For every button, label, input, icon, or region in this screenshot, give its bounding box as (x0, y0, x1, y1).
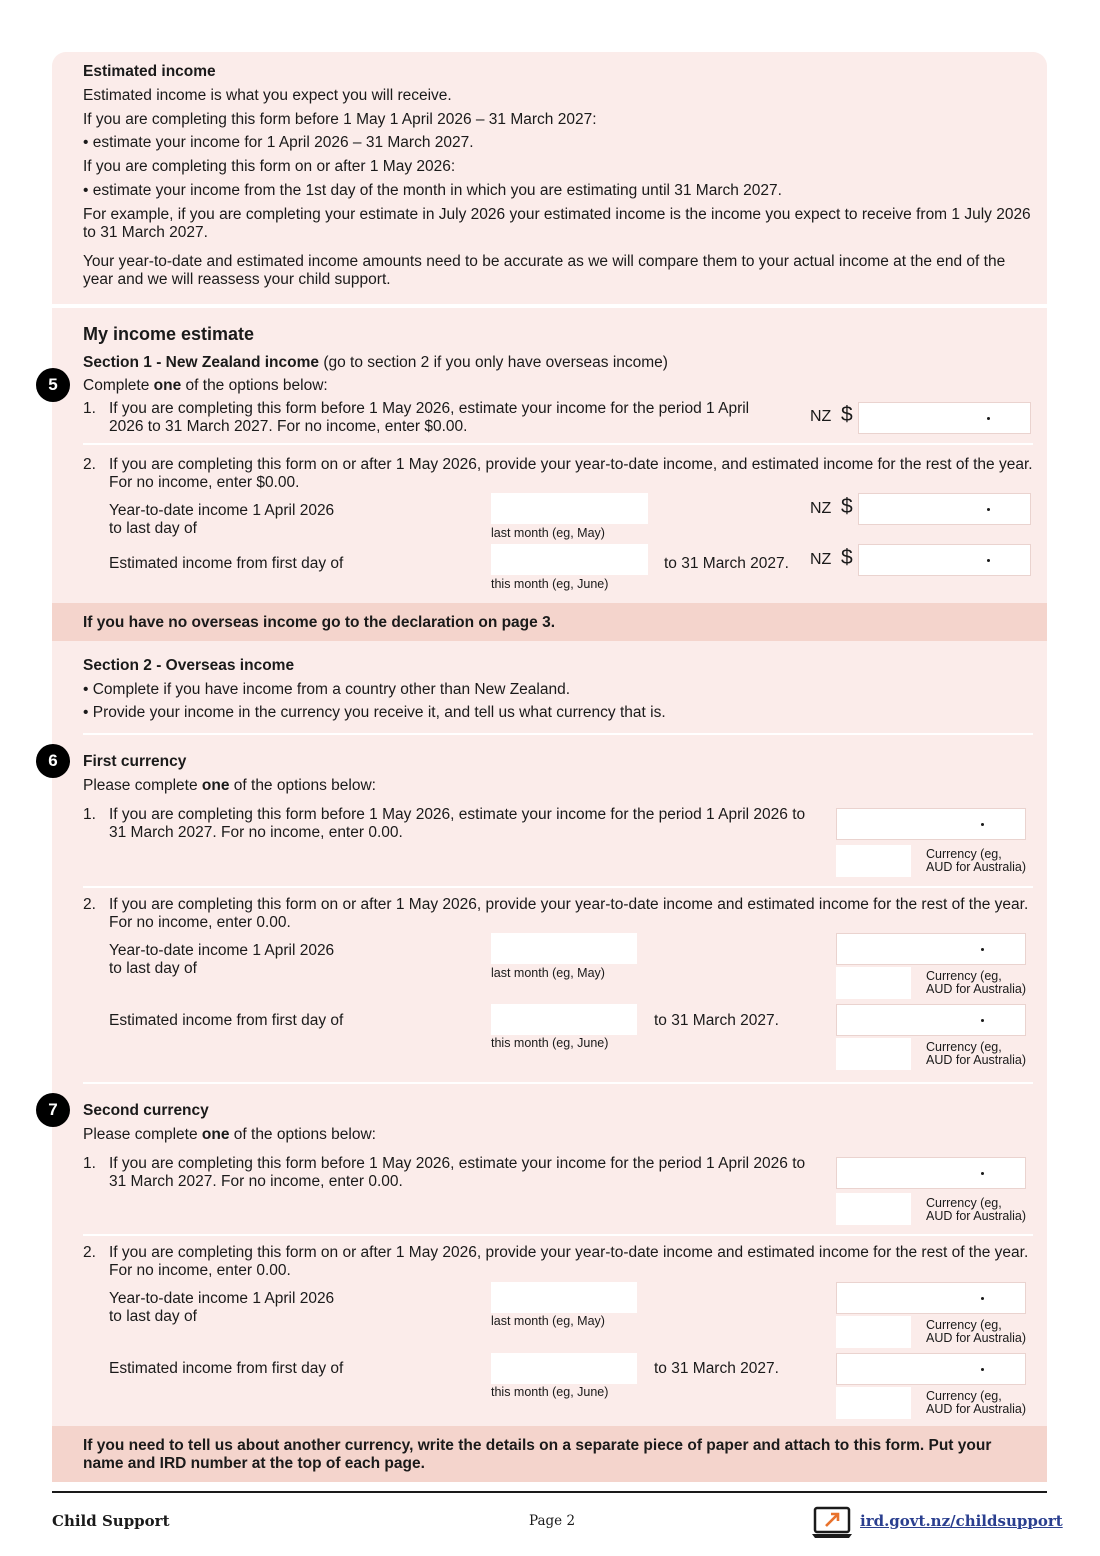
s1-ytd-month-hint: last month (eg, May) (491, 526, 605, 540)
sc-est-to-march: to 31 March 2027. (654, 1360, 779, 1377)
fc-est-amount-field[interactable] (836, 1004, 1026, 1036)
no-overseas-income-note: If you have no overseas income go to the declaration on page 3. (83, 614, 556, 631)
s1-ytd-nz-label: NZ (810, 500, 832, 517)
sc-opt1-currency-hint-1: Currency (eg, (926, 1196, 1002, 1210)
sc-opt1-amount-field[interactable] (836, 1157, 1026, 1189)
s1-ytd-decimal-point (987, 508, 990, 511)
section1-instruction (83, 377, 328, 395)
s1-option-2-text: If you are completing this form on or after 1 May 2026, provide your year-to-date income, and estimated income for the rest of the year. For no income, enter $0.00. (109, 456, 1033, 491)
fc-ytd-label-line1: Year-to-date income 1 April 2026 (109, 942, 335, 959)
sc-ytd-month-hint: last month (eg, May) (491, 1314, 605, 1328)
second-currency-title: Second currency (83, 1102, 209, 1119)
fc-opt1-decimal-point (981, 823, 984, 826)
sc-opt1-currency-hint-2: AUD for Australia) (926, 1209, 1027, 1223)
fc-opt1-currency-field[interactable] (836, 845, 911, 877)
sc-ytd-currency-hint-2: AUD for Australia) (926, 1331, 1027, 1345)
sc-est-currency-field[interactable] (836, 1387, 911, 1419)
estimated-income-title: Estimated income (83, 63, 216, 80)
sc-opt1-decimal-point (981, 1172, 984, 1175)
fc-option-2-text: If you are completing this form on or after 1 May 2026, provide your year-to-date income and estimated income for the rest of the year. For no income, enter 0.00. (109, 896, 1029, 931)
estimated-income-p3: If you are completing this form on or after 1 May 2026: (83, 158, 456, 175)
footer-website-link[interactable]: ird.govt.nz/childsupport (860, 1512, 1063, 1530)
fc-ytd-decimal-point (981, 948, 984, 951)
sc-instruction-pre: Please complete (83, 1126, 202, 1143)
fc-est-label: Estimated income from first day of (109, 1012, 344, 1029)
sc-est-decimal-point (981, 1368, 984, 1371)
sc-ytd-label-line1: Year-to-date income 1 April 2026 (109, 1290, 335, 1307)
s1-est-to-march: to 31 March 2027. (664, 555, 789, 572)
first-currency-instruction (83, 777, 376, 795)
footer-page-number: Page 2 (529, 1513, 576, 1529)
s1-ytd-label-line2: to last day of (109, 520, 197, 537)
fc-instruction-post: of the options below: (229, 777, 376, 794)
fc-opt1-amount-field[interactable] (836, 808, 1026, 840)
fc-ytd-currency-hint-1: Currency (eg, (926, 969, 1002, 983)
sc-ytd-currency-hint-1: Currency (eg, (926, 1318, 1002, 1332)
estimated-income-p2: If you are completing this form before 1 May 1 April 2026 – 31 March 2027: (83, 111, 597, 128)
section1-instruction-pre: Complete (83, 377, 154, 394)
section1-heading (83, 354, 668, 372)
estimated-income-example: For example, if you are completing your estimate in July 2026 your estimated income is the income you expect to receive from 1 July 2026 to 31 March 2027. (83, 206, 1031, 241)
fc-option-1-number: 1. (83, 806, 96, 823)
s1-ytd-month-field[interactable] (491, 493, 648, 524)
s1-divider-1 (83, 443, 1033, 445)
fc-option-2-number: 2. (83, 896, 96, 913)
sc-option-1-text: If you are completing this form before 1 May 2026, estimate your income for the period 1 April 2026 to 31 March 2027. For no income, enter 0.00. (109, 1155, 806, 1190)
s1-est-month-field[interactable] (491, 544, 648, 575)
s1-ytd-amount-field[interactable] (858, 493, 1031, 525)
s1-ytd-label-line1: Year-to-date income 1 April 2026 (109, 502, 335, 519)
section2-heading: Section 2 - Overseas income (83, 657, 295, 674)
section1-instruction-one: one (153, 377, 182, 394)
fc-ytd-label-line2: to last day of (109, 960, 197, 977)
sc-ytd-decimal-point (981, 1297, 984, 1300)
sc-est-label: Estimated income from first day of (109, 1360, 344, 1377)
laptop-arrow-icon (811, 1506, 853, 1540)
section1-heading-note: (go to section 2 if you only have overseas income) (319, 354, 668, 371)
sc-est-currency-hint-2: AUD for Australia) (926, 1402, 1027, 1416)
section2-bullet-1: • Complete if you have income from a country other than New Zealand. (83, 681, 571, 698)
s1-est-month-hint: this month (eg, June) (491, 577, 609, 591)
estimated-income-accuracy-note: Your year-to-date and estimated income amounts need to be accurate as we will compare them to your actual income at the end of the year and we will reassess your child support. (83, 253, 1006, 288)
s2-divider (83, 733, 1033, 735)
second-currency-instruction (83, 1126, 376, 1144)
section2-bullet-2: • Provide your income in the currency you receive it, and tell us what currency that is. (83, 704, 666, 721)
footer-rule (52, 1491, 1047, 1493)
sc-instruction-post: of the options below: (229, 1126, 376, 1143)
fc-est-currency-hint-1: Currency (eg, (926, 1040, 1002, 1054)
fc-instruction-one: one (201, 777, 230, 794)
fc-est-month-field[interactable] (491, 1004, 637, 1035)
s1-est-dollar-sign: $ (841, 546, 853, 569)
fc-est-currency-hint-2: AUD for Australia) (926, 1053, 1027, 1067)
s1-opt1-decimal-point (987, 417, 990, 420)
s1-option-1-text: If you are completing this form before 1 May 2026, estimate your income for the period 1 April 2026 to 31 March 2027. For no income, enter $0.00. (109, 400, 750, 435)
fc-opt1-currency-hint-2: AUD for Australia) (926, 860, 1027, 874)
sc-est-month-field[interactable] (491, 1353, 637, 1384)
sc-est-currency-hint-1: Currency (eg, (926, 1389, 1002, 1403)
s1-option-1-number: 1. (83, 400, 96, 417)
my-income-estimate-title: My income estimate (83, 324, 255, 344)
s1-est-decimal-point (987, 559, 990, 562)
fc-instruction-pre: Please complete (83, 777, 202, 794)
sc-ytd-label-line2: to last day of (109, 1308, 197, 1325)
sc-ytd-currency-field[interactable] (836, 1316, 911, 1348)
fc-est-decimal-point (981, 1019, 984, 1022)
fc-est-month-hint: this month (eg, June) (491, 1036, 609, 1050)
section1-heading-bold: Section 1 - New Zealand income (83, 354, 320, 371)
sc-option-2-text: If you are completing this form on or after 1 May 2026, provide your year-to-date income and estimated income for the rest of the year. For no income, enter 0.00. (109, 1244, 1029, 1279)
estimated-income-bullet-1: • estimate your income for 1 April 2026 – 31 March 2027. (83, 134, 474, 151)
fc-ytd-month-field[interactable] (491, 933, 637, 964)
estimated-income-p1: Estimated income is what you expect you will receive. (83, 87, 452, 104)
s1-ytd-dollar-sign: $ (841, 495, 853, 518)
s1-est-label: Estimated income from first day of (109, 555, 344, 572)
sc-opt1-currency-field[interactable] (836, 1193, 911, 1225)
fc-ytd-currency-field[interactable] (836, 967, 911, 999)
fc-option-1-text: If you are completing this form before 1 May 2026, estimate your income for the period 1 April 2026 to 31 March 2027. For no income, enter 0.00. (109, 806, 806, 841)
estimated-income-bullet-2: • estimate your income from the 1st day of the month in which you are estimating until 31 March 2027. (83, 182, 782, 199)
fc-ytd-month-hint: last month (eg, May) (491, 966, 605, 980)
s1-opt1-amount-field[interactable] (858, 402, 1031, 434)
sc-ytd-amount-field[interactable] (836, 1282, 1026, 1314)
sc-option-1-number: 1. (83, 1155, 96, 1172)
fc-divider-2 (83, 1082, 1033, 1084)
sc-instruction-one: one (201, 1126, 230, 1143)
fc-ytd-amount-field[interactable] (836, 933, 1026, 965)
fc-est-currency-field[interactable] (836, 1038, 911, 1070)
first-currency-title: First currency (83, 753, 187, 770)
s1-est-amount-field[interactable] (858, 544, 1031, 576)
section1-instruction-post: of the options below: (181, 377, 328, 394)
question-7-number: 7 (36, 1093, 70, 1127)
question-5-number: 5 (36, 368, 70, 402)
sc-divider-1 (83, 1234, 1033, 1236)
s1-est-nz-label: NZ (810, 551, 832, 568)
sc-est-amount-field[interactable] (836, 1353, 1026, 1385)
s1-opt1-nz-label: NZ (810, 408, 832, 425)
sc-option-2-number: 2. (83, 1244, 96, 1261)
sc-est-month-hint: this month (eg, June) (491, 1385, 609, 1399)
s1-option-2-number: 2. (83, 456, 96, 473)
fc-ytd-currency-hint-2: AUD for Australia) (926, 982, 1027, 996)
footer-child-support: Child Support (52, 1512, 170, 1530)
fc-est-to-march: to 31 March 2027. (654, 1012, 779, 1029)
fc-divider-1 (83, 886, 1033, 888)
s1-opt1-dollar-sign: $ (841, 403, 853, 426)
sc-ytd-month-field[interactable] (491, 1282, 637, 1313)
question-6-number: 6 (36, 744, 70, 778)
another-currency-note: If you need to tell us about another currency, write the details on a separate piece of paper and attach to this form. Put your name and IRD number at the top of each page. (83, 1437, 992, 1472)
fc-opt1-currency-hint-1: Currency (eg, (926, 847, 1002, 861)
